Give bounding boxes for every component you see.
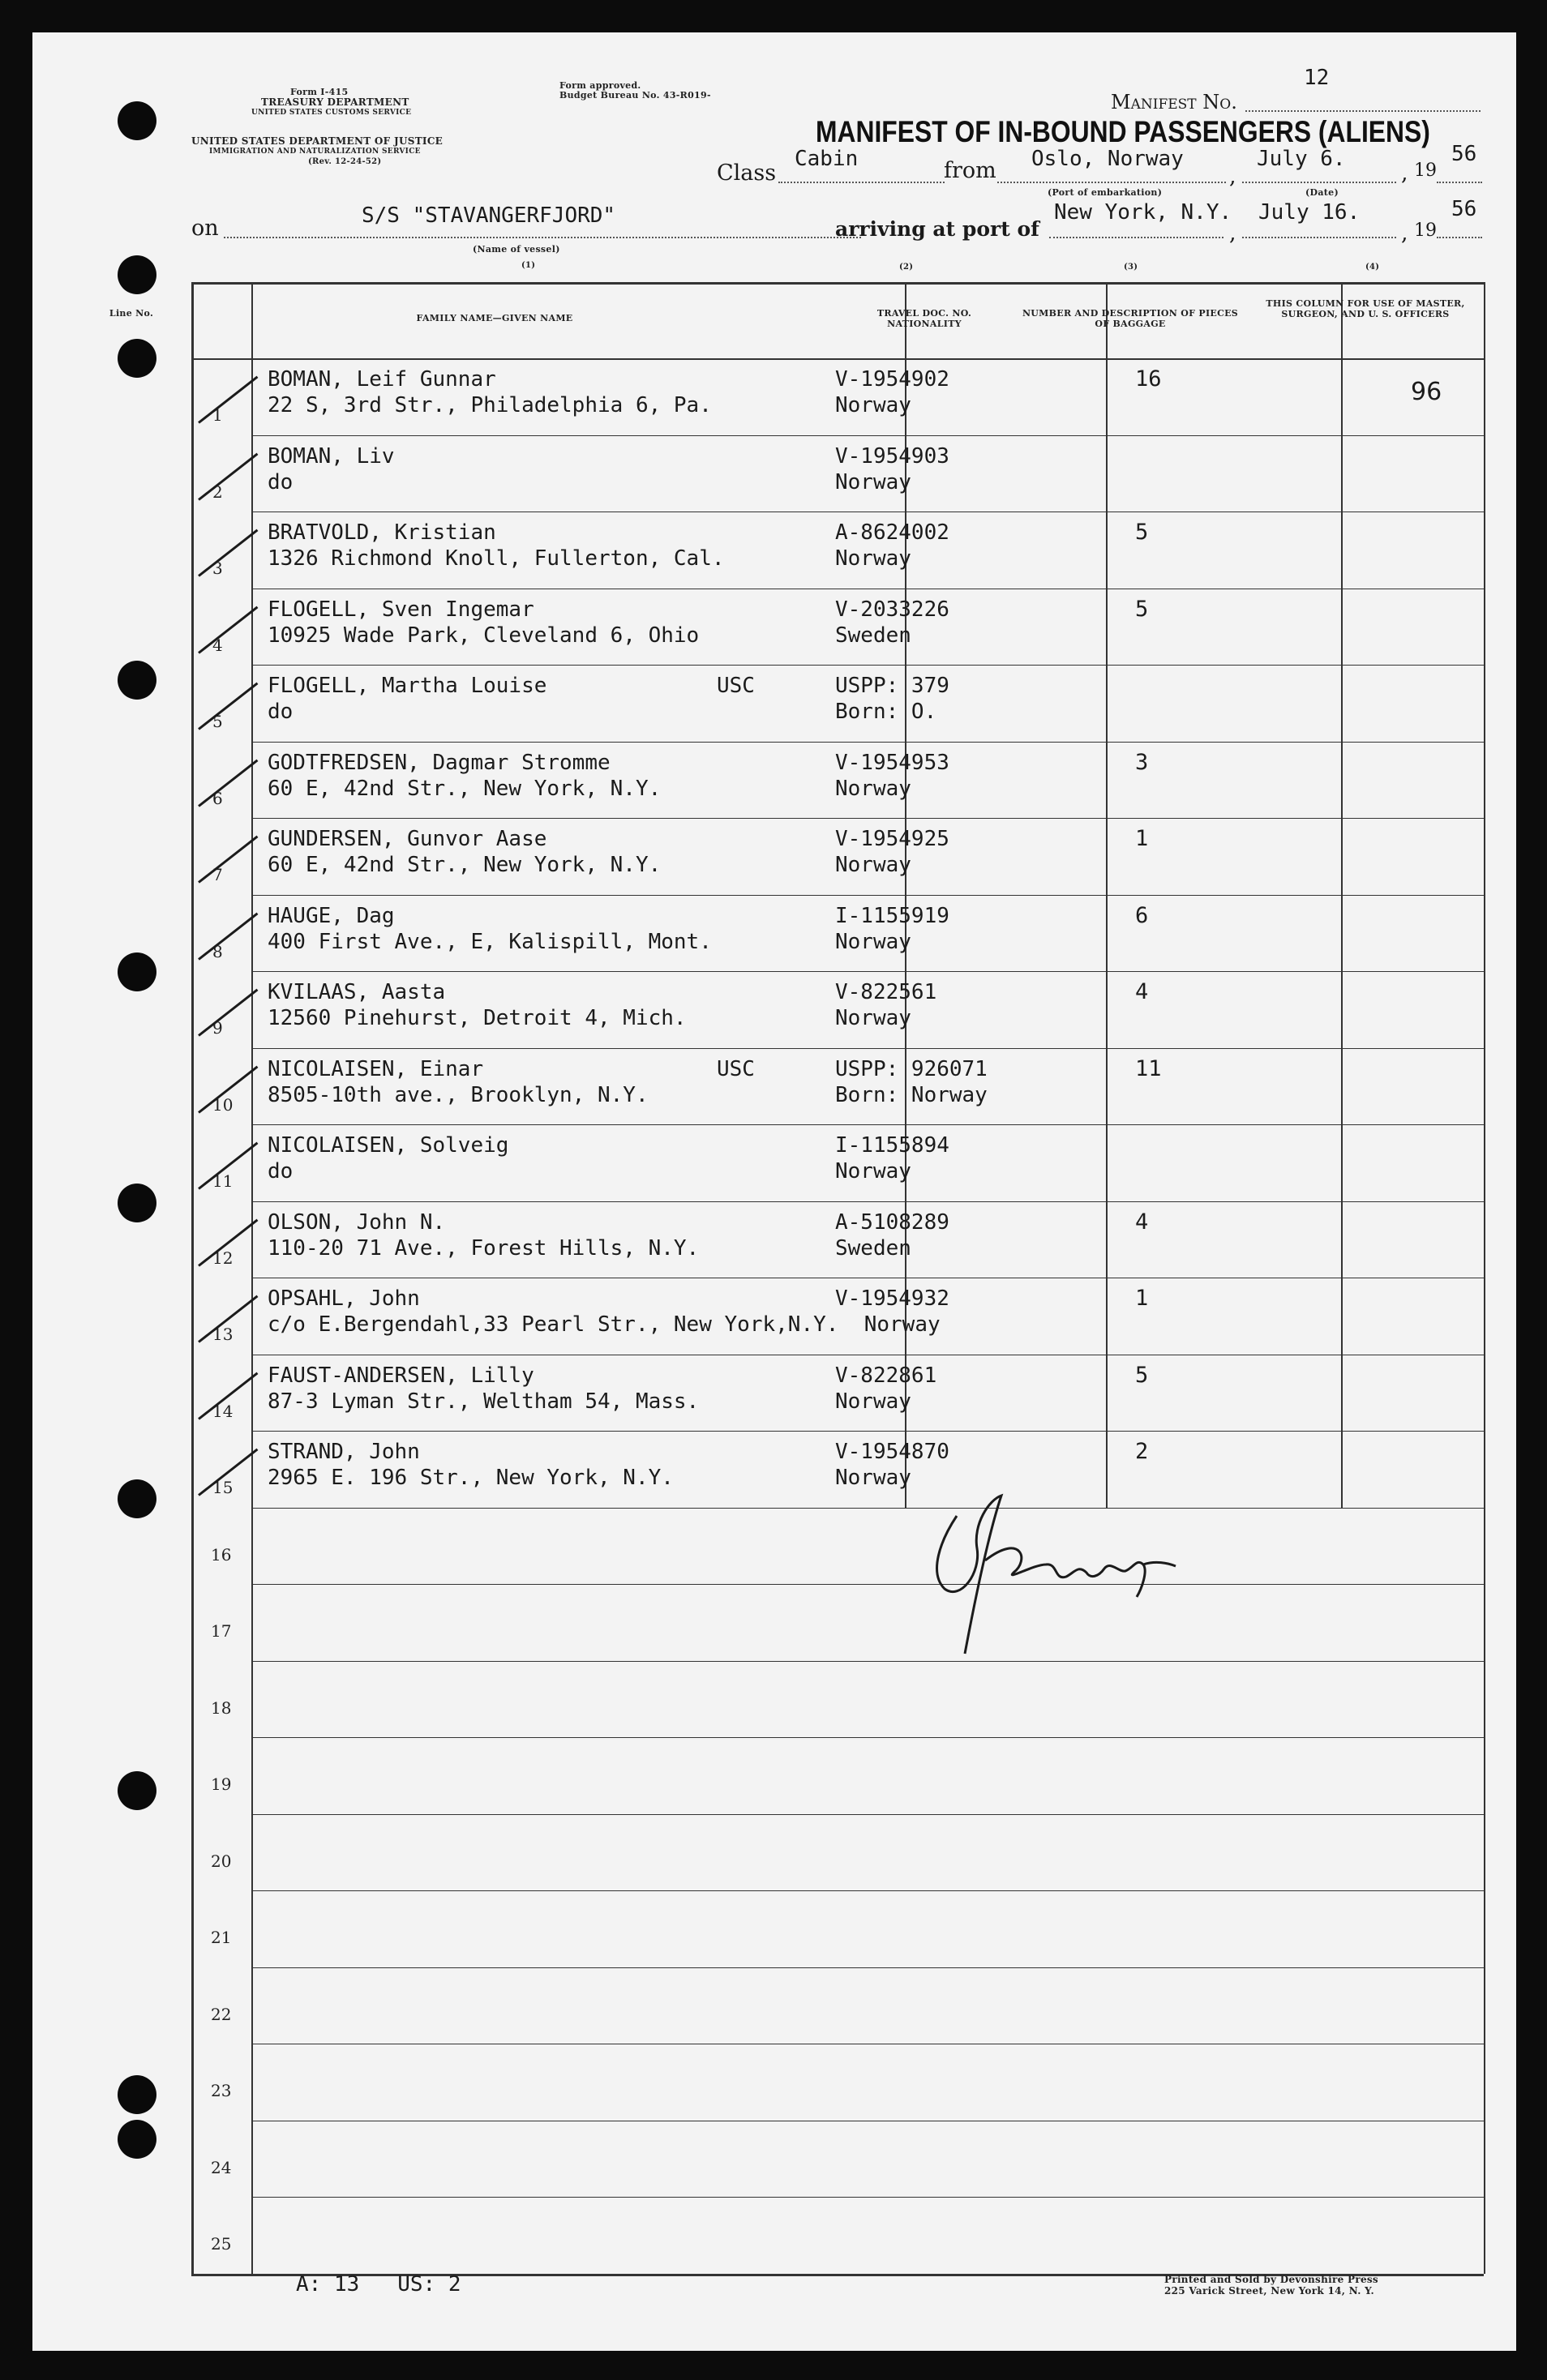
comma: , xyxy=(1401,161,1408,186)
travel-doc-number: A-8624002 xyxy=(835,520,949,545)
passenger-name: FAUST-ANDERSEN, Lilly xyxy=(268,1363,534,1388)
line-number: 14 xyxy=(212,1401,234,1421)
line-number: 25 xyxy=(211,2234,232,2254)
passenger-name: GODTFREDSEN, Dagmar Stromme xyxy=(268,750,611,775)
port-embark-caption: (Port of embarkation) xyxy=(1048,187,1163,198)
travel-doc-number: I-1155919 xyxy=(835,903,949,928)
passenger-name: OLSON, John N. xyxy=(268,1209,446,1235)
table-row xyxy=(32,2121,1516,2198)
nationality: Sweden xyxy=(835,1235,911,1261)
col-caption-3: (3) xyxy=(1124,263,1138,272)
table-row xyxy=(32,1048,1516,1125)
nationality: Norway xyxy=(835,929,911,954)
passenger-name: BRATVOLD, Kristian xyxy=(268,520,496,545)
passenger-name: OPSAHL, John xyxy=(268,1286,420,1311)
passenger-name: NICOLAISEN, Einar xyxy=(268,1056,484,1081)
travel-doc-number: V-1954925 xyxy=(835,827,949,851)
table-row xyxy=(32,2044,1516,2121)
embarkation-date: July 6. xyxy=(1257,147,1346,171)
manifest-number: 12 xyxy=(1304,66,1330,90)
line-number: 15 xyxy=(212,1478,234,1497)
arrival-date: July 16. xyxy=(1258,200,1361,225)
col-caption-1: (1) xyxy=(521,261,536,270)
passenger-name: KVILAAS, Aasta xyxy=(268,980,446,1004)
passenger-address: do xyxy=(268,1159,294,1184)
travel-doc-number: V-1954953 xyxy=(835,750,949,775)
line-number: 10 xyxy=(212,1094,234,1115)
on-label: on xyxy=(191,216,219,241)
line-number: 12 xyxy=(212,1248,234,1268)
table-row xyxy=(32,1814,1516,1891)
class-label: Class xyxy=(717,161,777,186)
baggage-count: 2 xyxy=(1135,1439,1149,1464)
col-caption-4: (4) xyxy=(1365,263,1380,272)
passenger-name: STRAND, John xyxy=(268,1440,420,1464)
table-row xyxy=(32,1967,1516,2044)
table-row xyxy=(32,1508,1516,1585)
table-row xyxy=(32,1355,1516,1432)
table-row xyxy=(32,1124,1516,1201)
nationality: Norway xyxy=(835,853,911,877)
travel-doc-number: USPP: 379 xyxy=(835,674,949,698)
nationality: Norway xyxy=(835,776,911,801)
line-number: 4 xyxy=(212,635,223,655)
baggage-count: 3 xyxy=(1135,749,1149,775)
passenger-name: NICOLAISEN, Solveig xyxy=(268,1133,509,1158)
officer-note: 96 xyxy=(1411,378,1442,406)
date-caption: (Date) xyxy=(1305,187,1339,198)
table-row xyxy=(32,742,1516,819)
baggage-count: 6 xyxy=(1135,902,1149,928)
line-number: 9 xyxy=(212,1018,223,1038)
baggage-count: 1 xyxy=(1135,1286,1149,1311)
comma: , xyxy=(1229,220,1236,246)
check-mark xyxy=(198,606,258,653)
from-label: from xyxy=(944,158,996,183)
arrival-year: 56 xyxy=(1451,197,1477,221)
passenger-name: GUNDERSEN, Gunvor Aase xyxy=(268,827,547,851)
col-header-travel: TRAVEL DOC. NO. NATIONALITY xyxy=(876,308,972,329)
vessel-caption: (Name of vessel) xyxy=(473,244,560,255)
year-prefix: 19 xyxy=(1414,220,1437,241)
table-row xyxy=(32,1278,1516,1355)
check-mark xyxy=(198,683,258,730)
table-row xyxy=(32,1737,1516,1814)
form-approved: Form approved. xyxy=(559,80,641,91)
punch-hole xyxy=(118,255,156,294)
line-number: 5 xyxy=(212,712,223,731)
nationality: Norway xyxy=(835,1006,911,1030)
check-mark xyxy=(198,836,258,884)
department: TREASURY DEPARTMENT xyxy=(261,96,409,108)
year-prefix: 19 xyxy=(1414,161,1437,181)
table-row xyxy=(32,1584,1516,1661)
line-number: 2 xyxy=(212,482,223,502)
arriving-label: arriving at port of xyxy=(835,217,1039,241)
arrival-port: New York, N.Y. xyxy=(1054,200,1232,225)
line-number: 21 xyxy=(211,1928,232,1947)
immigration-service: IMMIGRATION AND NATURALIZATION SERVICE xyxy=(209,148,421,156)
line-number: 19 xyxy=(211,1774,232,1794)
usc-mark: USC xyxy=(717,674,755,698)
travel-doc-number: I-1155894 xyxy=(835,1133,949,1158)
embarkation-year: 56 xyxy=(1451,142,1477,166)
form-number: Form I-415 xyxy=(290,87,349,97)
table-row xyxy=(32,2197,1516,2274)
line-number: 13 xyxy=(212,1325,234,1344)
passenger-name: FLOGELL, Martha Louise xyxy=(268,674,547,698)
passenger-address: c/o E.Bergendahl,33 Pearl Str., New York,N.Y. Norway xyxy=(268,1312,941,1337)
table-top-border xyxy=(191,282,1484,285)
passenger-address: 10925 Wade Park, Cleveland 6, Ohio xyxy=(268,623,700,648)
manifest-label: Manifest No. xyxy=(1111,91,1237,113)
manifest-title: MANIFEST OF IN-BOUND PASSENGERS (ALIENS) xyxy=(816,115,1430,148)
passenger-address: 87-3 Lyman Str., Weltham 54, Mass. xyxy=(268,1389,700,1414)
nationality: Born: Norway xyxy=(835,1082,988,1107)
baggage-count: 5 xyxy=(1135,596,1149,622)
line-number: 22 xyxy=(211,2004,232,2024)
line-number: 17 xyxy=(211,1621,232,1641)
passenger-name: BOMAN, Liv xyxy=(268,443,395,469)
nationality: Born: O. xyxy=(835,700,937,724)
table-row xyxy=(32,589,1516,666)
line-number: 23 xyxy=(211,2081,232,2100)
nationality: Norway xyxy=(835,1389,911,1414)
table-row xyxy=(32,435,1516,512)
revision: (Rev. 12-24-52) xyxy=(308,157,382,166)
baggage-count: 11 xyxy=(1135,1055,1162,1081)
baggage-count: 5 xyxy=(1135,520,1149,545)
passenger-address: 110-20 71 Ave., Forest Hills, N.Y. xyxy=(268,1235,700,1261)
line-number: 18 xyxy=(211,1697,232,1718)
table-row xyxy=(32,512,1516,589)
nationality: Sweden xyxy=(835,623,911,648)
travel-doc-number: V-1954932 xyxy=(835,1286,949,1311)
usc-mark: USC xyxy=(717,1056,755,1081)
line-number: 16 xyxy=(211,1544,232,1565)
baggage-count: 16 xyxy=(1135,366,1162,392)
baggage-count: 4 xyxy=(1135,979,1149,1004)
travel-doc-number: USPP: 926071 xyxy=(835,1056,988,1081)
travel-doc-number: V-822861 xyxy=(835,1363,937,1388)
vessel-name: S/S "STAVANGERFJORD" xyxy=(362,203,616,228)
col-header-name: FAMILY NAME—GIVEN NAME xyxy=(416,313,573,323)
passenger-address: 60 E, 42nd Str., New York, N.Y. xyxy=(268,776,662,801)
passenger-name: HAUGE, Dag xyxy=(268,903,395,928)
passenger-address: 60 E, 42nd Str., New York, N.Y. xyxy=(268,853,662,877)
check-mark xyxy=(198,376,258,424)
col-header-line: Line No. xyxy=(109,308,154,319)
travel-doc-number: V-1954870 xyxy=(835,1440,949,1464)
printer-line-2: 225 Varick Street, New York 14, N. Y. xyxy=(1164,2285,1374,2297)
passenger-address: 12560 Pinehurst, Detroit 4, Mich. xyxy=(268,1006,687,1030)
table-row xyxy=(32,971,1516,1048)
table-row xyxy=(32,1890,1516,1967)
table-row xyxy=(32,1661,1516,1738)
check-mark xyxy=(198,989,258,1037)
check-mark xyxy=(198,452,258,500)
baggage-count: 5 xyxy=(1135,1362,1149,1388)
passenger-address: 2965 E. 196 Str., New York, N.Y. xyxy=(268,1466,674,1490)
passenger-address: do xyxy=(268,700,294,724)
travel-doc-number: V-822561 xyxy=(835,980,937,1004)
passenger-address: 400 First Ave., E, Kalispill, Mont. xyxy=(268,929,712,954)
line-number: 8 xyxy=(212,941,223,961)
line-number: 3 xyxy=(212,559,223,578)
comma: , xyxy=(1401,220,1408,246)
punch-hole xyxy=(118,101,156,140)
table-row xyxy=(32,1201,1516,1278)
check-mark xyxy=(198,759,258,807)
table-row xyxy=(32,358,1516,435)
col-header-baggage: NUMBER AND DESCRIPTION OF PIECES OF BAGGAGE xyxy=(1022,308,1239,329)
line-number: 1 xyxy=(212,405,223,425)
line-number: 6 xyxy=(212,788,223,808)
travel-doc-number: A-5108289 xyxy=(835,1209,949,1235)
baggage-count: 4 xyxy=(1135,1209,1149,1235)
manifest-page xyxy=(32,32,1516,2351)
line-number: 24 xyxy=(211,2157,232,2177)
table-row xyxy=(32,818,1516,895)
passenger-name: FLOGELL, Sven Ingemar xyxy=(268,597,534,622)
passenger-address: do xyxy=(268,469,294,494)
check-mark xyxy=(198,912,258,960)
col-header-officers: THIS COLUMN FOR USE OF MASTER, SURGEON, AND U. S. OFFICERS xyxy=(1266,298,1465,319)
signature xyxy=(924,1483,1216,1686)
col-caption-2: (2) xyxy=(899,263,914,272)
travel-doc-number: V-2033226 xyxy=(835,597,949,622)
passenger-address: 8505-10th ave., Brooklyn, N.Y. xyxy=(268,1082,649,1107)
check-mark xyxy=(198,529,258,577)
totals: A: 13 US: 2 xyxy=(296,2272,461,2297)
nationality: Norway xyxy=(835,1466,911,1490)
line-number: 20 xyxy=(211,1851,232,1871)
line-number: 7 xyxy=(212,865,223,884)
table-row xyxy=(32,895,1516,972)
table-row xyxy=(32,1431,1516,1508)
justice-department: UNITED STATES DEPARTMENT OF JUSTICE xyxy=(191,135,444,147)
nationality: Norway xyxy=(835,1159,911,1184)
nationality: Norway xyxy=(835,393,911,417)
customs-service: UNITED STATES CUSTOMS SERVICE xyxy=(251,109,412,117)
table-row xyxy=(32,665,1516,742)
class-value: Cabin xyxy=(795,147,859,171)
budget-bureau: Budget Bureau No. 43-R019- xyxy=(559,90,711,101)
passenger-address: 1326 Richmond Knoll, Fullerton, Cal. xyxy=(268,546,725,571)
comma: , xyxy=(1229,164,1236,189)
passenger-address: 22 S, 3rd Str., Philadelphia 6, Pa. xyxy=(268,393,712,417)
nationality: Norway xyxy=(835,546,911,571)
line-number: 11 xyxy=(212,1171,234,1191)
passenger-name: BOMAN, Leif Gunnar xyxy=(268,367,496,392)
travel-doc-number: V-1954903 xyxy=(835,443,949,469)
nationality: Norway xyxy=(835,469,911,494)
travel-doc-number: V-1954902 xyxy=(835,367,949,392)
printer-line-1: Printed and Sold by Devonshire Press xyxy=(1164,2274,1378,2285)
baggage-count: 1 xyxy=(1135,826,1149,851)
embarkation-port: Oslo, Norway xyxy=(1031,147,1184,171)
